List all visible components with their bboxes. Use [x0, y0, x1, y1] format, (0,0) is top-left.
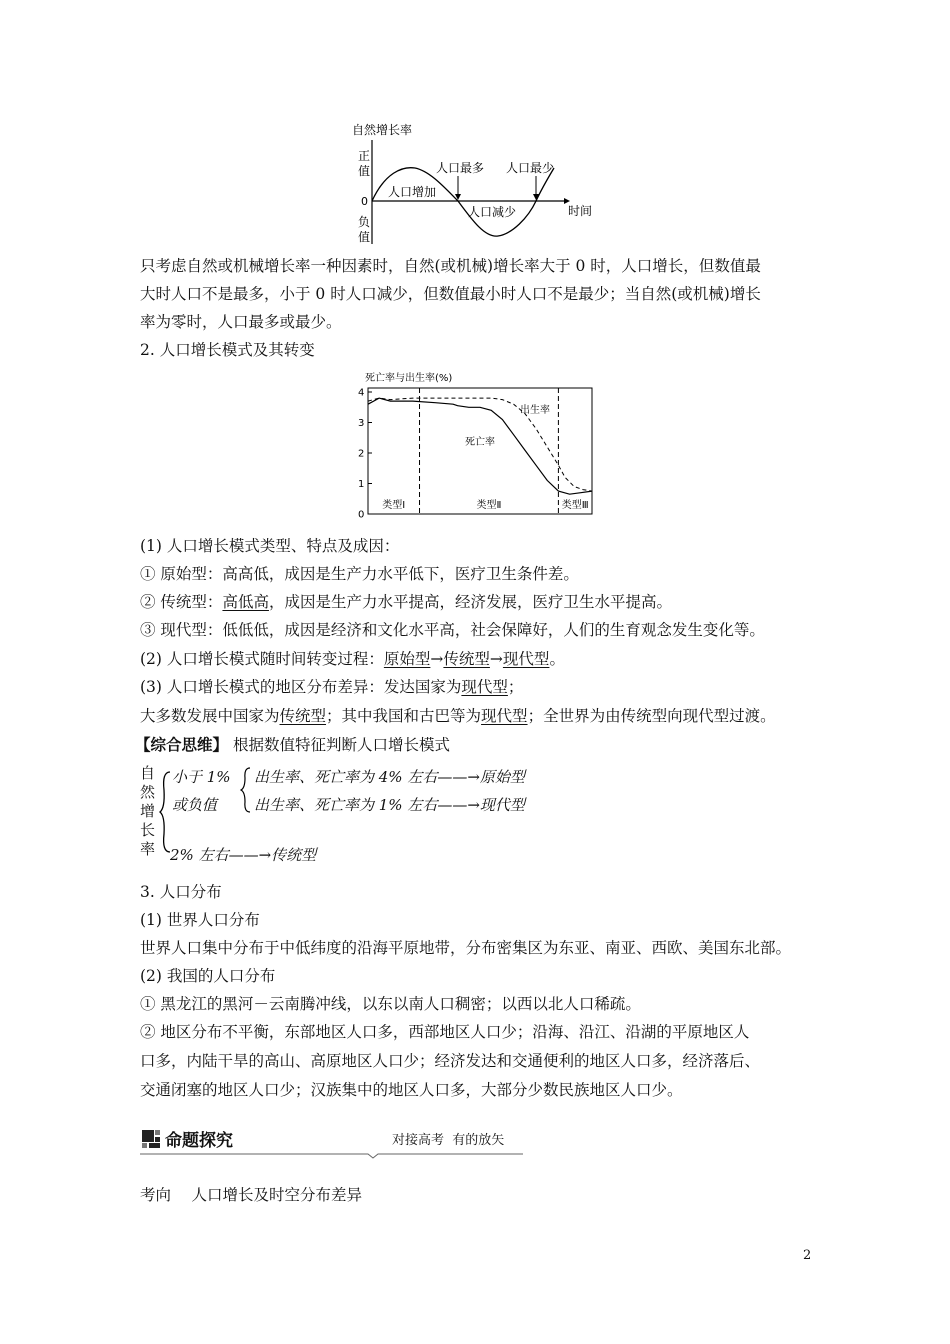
- page-number: 2: [803, 1248, 812, 1263]
- death-rate-label: 死亡率: [465, 437, 495, 448]
- d2: (2) 我国的人口分布: [140, 967, 276, 985]
- d2b-line-1: ② 地区分布不平衡，东部地区人口多，西部地区人口少；沿海、沿江、沿湖的平原地区人: [140, 1023, 750, 1041]
- para-1-line-3: 率为零时，人口最多或最少。: [140, 313, 342, 331]
- chart1-neg-2: 值: [358, 230, 371, 244]
- para-1-line-2: 大时人口不是最多，小于 0 时人口减少，但数值最小时人口不是最少；当自然(或机械)增长: [140, 285, 761, 303]
- y-tick-label: 0: [358, 509, 365, 520]
- y-tick-label: 3: [358, 418, 365, 429]
- s1c: ③ 现代型：低低低，成因是经济和文化水平高，社会保障好，人们的生育观念发生变化等。: [140, 621, 765, 639]
- chart1-ann-min: 人口最少: [506, 161, 555, 175]
- handwritten-diagram: 自 然 增 长 率 小于 1% 或负值 出生率、死亡率为 4% 左右——→原始型 出生率、死亡率为 1% 左右——→现代型 2% 左右——→传统型: [140, 764, 525, 864]
- y-tick-label: 4: [358, 387, 365, 399]
- s4: 大多数发展中国家为传统型；其中我国和古巴等为现代型；全世界为由传统型向现代型过渡。: [140, 707, 776, 725]
- chart1-pos-1: 正: [358, 149, 371, 163]
- para-1-line-1: 只考虑自然或机械增长率一种因素时，自然(或机械)增长率大于 0 时，人口增长，但数值最: [140, 257, 761, 275]
- d2a: ① 黑龙江的黑河－云南腾冲线，以东以南人口稠密；以西以北人口稀疏。: [140, 995, 641, 1013]
- s2: (2) 人口增长模式随时间转变过程：原始型→传统型→现代型。: [140, 650, 565, 668]
- banner-right: 对接高考 有的放矢: [392, 1133, 505, 1148]
- chart1-region-dec: 人口减少: [468, 205, 517, 219]
- chart2-title: 死亡率与出生率(%): [365, 373, 453, 384]
- d1: (1) 世界人口分布: [140, 911, 260, 929]
- chart1-ylabel: 自然增长率: [352, 123, 413, 137]
- chart1-neg-1: 负: [358, 215, 371, 229]
- banner-icon: [142, 1130, 160, 1148]
- chart1-pos-2: 值: [358, 164, 371, 178]
- chart1-region-inc: 人口增加: [388, 185, 437, 199]
- heading-3: 3. 人口分布: [140, 883, 222, 901]
- section-banner: [140, 1124, 523, 1160]
- region-label: 类型Ⅰ: [382, 500, 406, 511]
- chart1-zero: 0: [361, 195, 368, 208]
- birth-rate-label: 出生率: [520, 405, 550, 416]
- d2b-line-3: 交通闭塞的地区人口少；汉族集中的地区人口多，大部分少数民族地区人口少。: [140, 1081, 683, 1099]
- chart1-ann-max: 人口最多: [436, 161, 485, 175]
- d1-text: 世界人口集中分布于中低纬度的沿海平原地带，分布密集区为东亚、南亚、西欧、美国东北部。: [140, 939, 792, 957]
- y-tick-label: 2: [358, 448, 365, 460]
- growth-rate-chart: [340, 118, 610, 248]
- region-label: 类型Ⅲ: [561, 500, 589, 511]
- d2b-line-2: 口多，内陆干旱的高山、高原地区人口少；经济发达和交通便利的地区人口多，经济落后、: [140, 1052, 761, 1070]
- s3: (3) 人口增长模式的地区分布差异：发达国家为现代型；: [140, 678, 524, 696]
- chart1-xlabel: 时间: [568, 204, 593, 218]
- banner-title: 命题探究: [165, 1131, 233, 1151]
- s1: (1) 人口增长模式类型、特点及成因：: [140, 537, 400, 555]
- s1a: ① 原始型：高高低，成因是生产力水平低下，医疗卫生条件差。: [140, 565, 579, 583]
- region-label: 类型Ⅱ: [476, 500, 502, 511]
- heading-2: 2. 人口增长模式及其转变: [140, 341, 315, 359]
- chart1-curve: [372, 168, 554, 236]
- birth-death-rate-chart: [355, 368, 600, 520]
- think-heading: 【综合思维】 根据数值特征判断人口增长模式: [135, 736, 450, 754]
- y-tick-label: 1: [358, 479, 365, 490]
- s1b: ② 传统型：高低高，成因是生产力水平提高，经济发展，医疗卫生水平提高。: [140, 593, 672, 611]
- kx-line: 考向 人口增长及时空分布差异: [140, 1186, 362, 1204]
